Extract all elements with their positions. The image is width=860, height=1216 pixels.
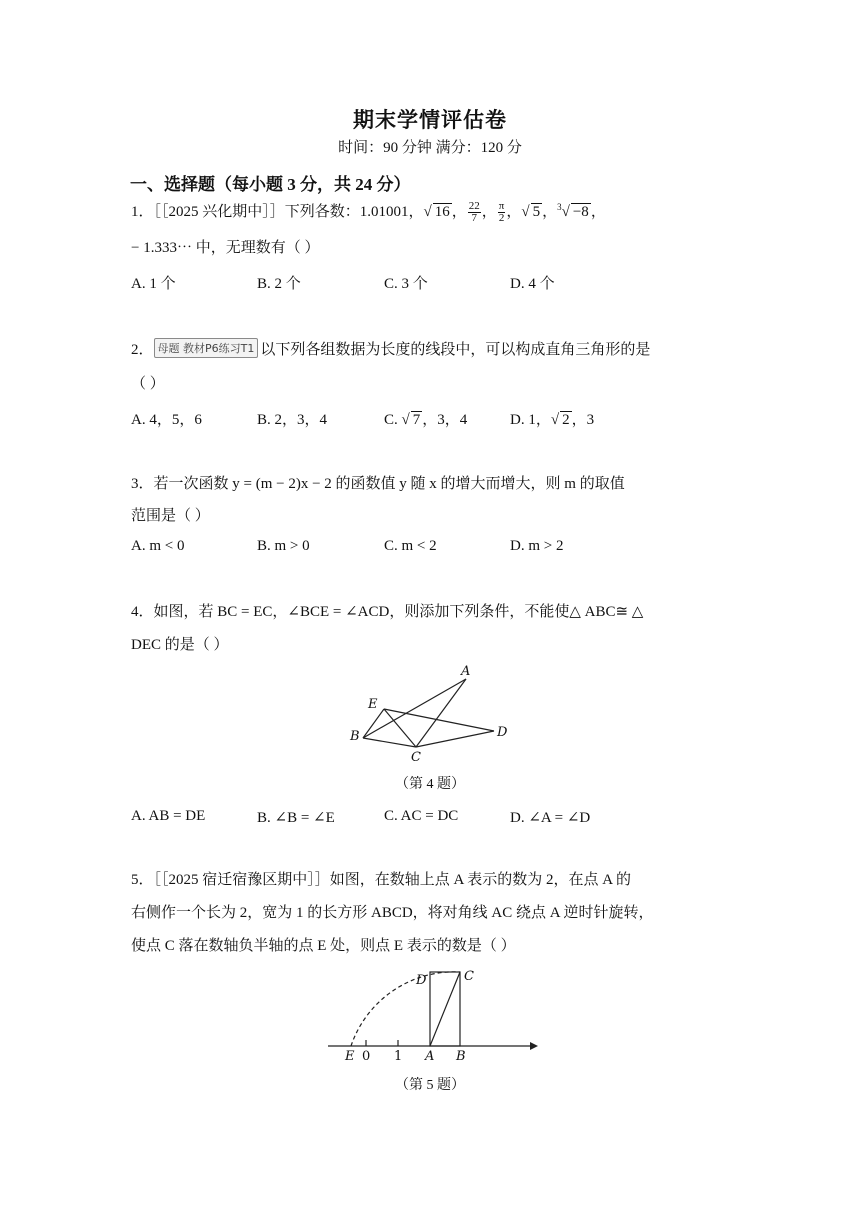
- question-4-line-1: 4．如图，若 BC = EC，∠BCE = ∠ACD，则添加下列条件，不能使△ ABC≅ △: [131, 604, 644, 620]
- point-label-c: C: [411, 750, 421, 764]
- rotation-arc: [351, 972, 460, 1046]
- question-5-line-3: 使点 C 落在数轴负半轴的点 E 处，则点 E 表示的数是（ ）: [131, 938, 516, 954]
- point-label-a5: A: [425, 1049, 435, 1064]
- point-label-a: A: [461, 664, 471, 679]
- question-3-line-2: 范围是（ ）: [131, 508, 210, 524]
- segment-cd: [416, 731, 494, 747]
- point-label-c5: C: [464, 969, 474, 984]
- q2-option-d: D. 1，√ 2 ，3: [510, 412, 595, 428]
- q2-source-tag: 母题 教材P6练习T1: [154, 338, 259, 358]
- q1-pi-fraction: $\frac{\pi}{2}$: [498, 200, 505, 225]
- q1-sqrt5: 5: [532, 204, 541, 220]
- q1-cbrt-arg: −8: [572, 204, 589, 220]
- q3-option-a: A. m < 0: [131, 538, 185, 554]
- tick-label-zero: 0: [362, 1049, 371, 1064]
- question-5-line-1: 5．［［2025 宿迁宿豫区期中］］如图，在数轴上点 A 表示的数为 2，在点 A 的: [131, 872, 632, 888]
- axis-arrow: [530, 1042, 538, 1050]
- diagonal-ac: [430, 972, 460, 1046]
- q4-option-d: D. ∠A = ∠D: [510, 810, 591, 826]
- q1-cbrt-index: 3: [557, 202, 562, 212]
- q1-prefix: 1．［［2025 兴化期中］］下列各数：1.01001，: [131, 204, 424, 220]
- q3-option-d: D. m > 2: [510, 538, 564, 554]
- question-1-line-1: 1．［［2025 兴化期中］］下列各数：1.01001，√ 16 ， $\frac{22}{7}$ ， $\frac{\pi}{2}$ ，√ 5 ，$^3$√ −8 ，: [131, 200, 606, 225]
- question-2-line-1: [131, 338, 650, 359]
- q1-option-b: B. 2 个: [257, 276, 301, 292]
- q2-option-c: C. √ 7 ，3，4: [384, 412, 468, 428]
- point-label-e: E: [368, 697, 378, 712]
- q2-text: 以下列各组数据为长度的线段中，可以构成直角三角形的是: [260, 342, 651, 358]
- section-heading: 一、选择题（每小题 3 分，共 24 分）: [130, 175, 411, 194]
- q1-sqrt16: 16: [434, 204, 450, 220]
- question-3-line-1: 3．若一次函数 y = (m − 2)x − 2 的函数值 y 随 x 的增大而增大，则 m 的取值: [131, 476, 625, 492]
- q2-option-b: B. 2，3，4: [257, 412, 328, 428]
- q3-option-c: C. m < 2: [384, 538, 437, 554]
- question-1-line-2: − 1.333⋯ 中，无理数有（ ）: [131, 240, 320, 256]
- q1-option-c: C. 3 个: [384, 276, 428, 292]
- q4-figure: [340, 660, 520, 764]
- q5-figure: [320, 960, 540, 1068]
- q1-fraction: $\frac{22}{7}$: [468, 200, 480, 225]
- q1-option-d: D. 4 个: [510, 276, 555, 292]
- q4-option-c: C. AC = DC: [384, 808, 459, 824]
- segment-be: [363, 709, 384, 738]
- q1-option-a: A. 1 个: [131, 276, 176, 292]
- question-5-line-2: 右侧作一个长为 2，宽为 1 的长方形 ABCD，将对角线 AC 绕点 A 逆时针旋转，: [131, 905, 654, 921]
- q4-option-a: A. AB = DE: [131, 808, 206, 824]
- q3-option-b: B. m > 0: [257, 538, 310, 554]
- q4-option-b: B. ∠B = ∠E: [257, 810, 335, 826]
- point-label-d5: D: [416, 973, 427, 988]
- segment-ca: [416, 679, 466, 747]
- q2-number: 2．: [131, 342, 154, 358]
- q2-option-a: A. 4，5，6: [131, 412, 202, 428]
- page-subtitle: 时间：90 分钟 满分：120 分: [338, 140, 522, 156]
- page-title: 期末学情评估卷: [353, 108, 507, 132]
- question-4-line-2: DEC 的是（ ）: [131, 637, 229, 653]
- point-label-d: D: [497, 725, 508, 740]
- segment-ba: [363, 679, 466, 738]
- tick-label-one: 1: [394, 1049, 403, 1064]
- q5-caption: （第 5 题）: [395, 1078, 465, 1093]
- point-label-b: B: [350, 729, 360, 744]
- question-2-line-2: （ ）: [131, 376, 165, 392]
- point-label-b5: B: [456, 1049, 466, 1064]
- q4-caption: （第 4 题）: [395, 777, 465, 792]
- point-label-e5: E: [345, 1049, 355, 1064]
- segment-bc: [363, 738, 416, 747]
